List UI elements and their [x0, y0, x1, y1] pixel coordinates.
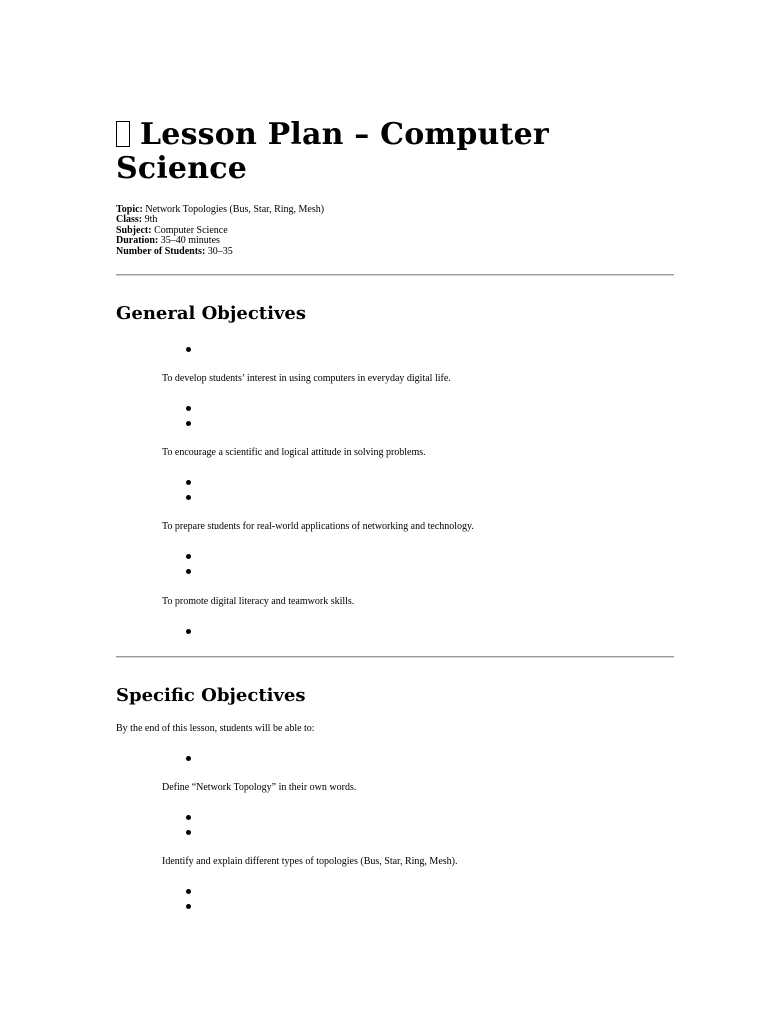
meta-class: Class: 9th	[116, 214, 158, 226]
list-bullet	[186, 495, 191, 500]
list-bullet	[186, 815, 191, 820]
page-title-text: Lesson Plan – Computer Science	[116, 117, 549, 186]
meta-topic: Topic: Network Topologies (Bus, Star, Ring, Mesh)	[116, 204, 325, 215]
list-bullet	[186, 347, 191, 352]
list-bullet	[186, 756, 191, 761]
list-bullet	[186, 904, 191, 909]
document-body	[116, 0, 674, 1024]
list-bullet	[186, 889, 191, 894]
specific-objectives-heading: Specific Objectives	[116, 685, 306, 706]
general-objective-item: To encourage a scientific and logical attitude in solving problems.	[162, 447, 426, 458]
meta-duration: Duration: 35–40 minutes	[116, 235, 220, 247]
general-objectives-heading: General Objectives	[116, 303, 307, 324]
list-bullet	[186, 554, 191, 559]
general-objective-item: To promote digital literacy and teamwork skills.	[162, 596, 355, 607]
list-bullet	[186, 421, 191, 426]
meta-subject: Subject: Computer Science	[116, 224, 228, 236]
list-bullet	[186, 629, 191, 634]
general-objective-item: To develop students’ interest in using computers in everyday digital life.	[162, 373, 451, 384]
specific-objective-item: Define “Network Topology” in their own words.	[162, 782, 357, 793]
specific-objectives-intro: By the end of this lesson, students will be able to:	[116, 723, 315, 734]
section-divider	[116, 656, 674, 658]
section-divider	[116, 274, 674, 276]
list-bullet	[186, 569, 191, 574]
general-objective-item: To prepare students for real-world applications of networking and technology.	[162, 521, 474, 532]
meta-students: Number of Students: 30–35	[116, 245, 233, 257]
list-bullet	[186, 830, 191, 835]
specific-objective-item: Identify and explain different types of topologies (Bus, Star, Ring, Mesh).	[162, 856, 458, 867]
list-bullet	[186, 480, 191, 485]
list-bullet	[186, 406, 191, 411]
